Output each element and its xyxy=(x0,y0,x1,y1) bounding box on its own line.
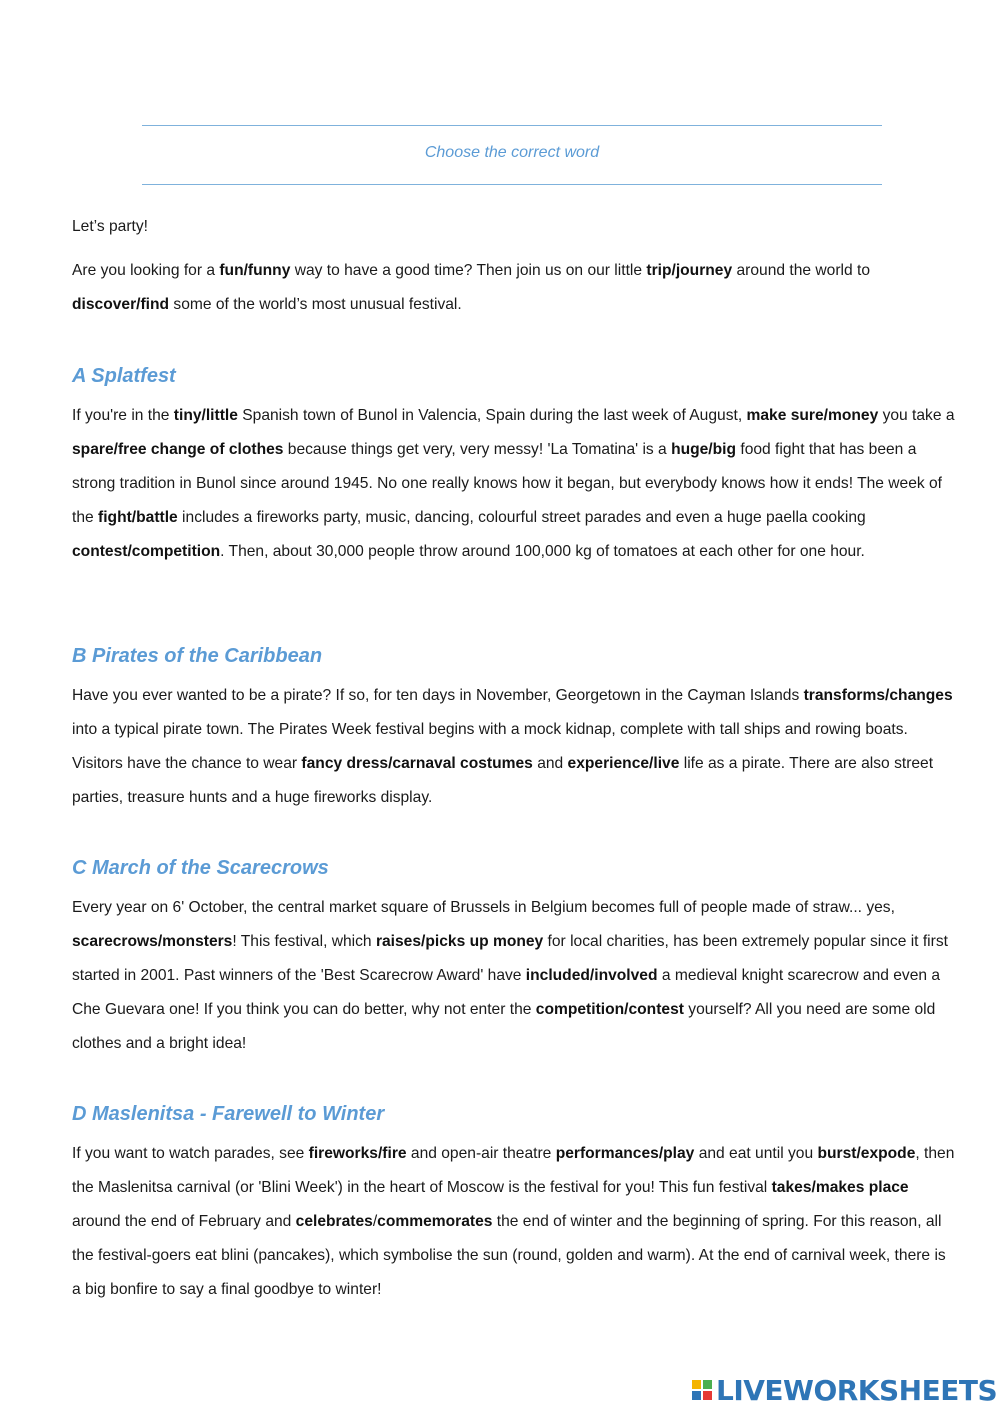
word-choice: discover/find xyxy=(72,296,170,313)
text-run: a medieval knight scarecrow and even a Che Guevara one! If you think you can do better, why not enter the xyxy=(72,967,941,1018)
instruction-text: Choose the correct word xyxy=(424,144,600,161)
section-text-b xyxy=(72,679,956,815)
text-run: into a typical pirate town. The Pirates Week festival begins with a mock kidnap, complete with tall ships and rowing boats. Visitors have the chance to wear xyxy=(72,721,908,772)
logo-square-1 xyxy=(692,1380,701,1389)
word-choice: scarecrows/monsters xyxy=(72,933,233,950)
word-choice: performances/play xyxy=(555,1145,695,1162)
top-divider xyxy=(142,125,882,126)
text-run: yourself? All you need are some old clothes and a bright idea! xyxy=(72,1001,936,1052)
intro-text xyxy=(72,254,956,322)
word-choice: burst/expode xyxy=(817,1145,916,1162)
text-run: If you're in the xyxy=(72,407,174,424)
text-run: some of the world’s most unusual festival. xyxy=(169,296,462,313)
text-run: life as a pirate. There are also street parties, treasure hunts and a huge fireworks display. xyxy=(72,755,934,806)
word-choice: huge/big xyxy=(671,441,737,458)
text-run: / xyxy=(372,1213,378,1230)
section-heading-a: A Splatfest xyxy=(72,365,176,387)
word-choice: commemorates xyxy=(377,1213,493,1230)
word-choice: contest/competition xyxy=(72,543,221,560)
text-run: and xyxy=(532,755,568,772)
text-run: Spanish town of Bunol in Valencia, Spain during the last week of August, xyxy=(237,407,747,424)
section-heading-b: B Pirates of the Caribbean xyxy=(72,645,323,667)
intro-paragraph xyxy=(72,254,956,322)
logo-mark-icon xyxy=(692,1380,712,1400)
text-run: , then the Maslenitsa carnival (or 'Blini Week') in the heart of Moscow is the festival for you! This fun festival xyxy=(72,1145,955,1196)
word-choice: fight/battle xyxy=(98,509,178,526)
text-run: the end of winter and the beginning of spring. For this reason, all the festival-goers eat blini (pancakes), which symbolise the sun (round, golden and warm). At the end of carnival week, there is a big bonfire to say a final goodbye to winter! xyxy=(72,1213,946,1298)
section-text-d xyxy=(72,1137,956,1307)
word-choice: takes/makes place xyxy=(771,1179,909,1196)
text-run: Have you ever wanted to be a pirate? If so, for ten days in November, Georgetown in the Cayman Islands xyxy=(72,687,804,704)
word-choice: included/involved xyxy=(525,967,658,984)
section-body-c xyxy=(72,891,956,1061)
word-choice: transforms/changes xyxy=(803,687,953,704)
text-run: includes a fireworks party, music, dancing, colourful street parades and even a huge paella cooking xyxy=(177,509,866,526)
word-choice: make sure/money xyxy=(746,407,879,424)
word-choice: fancy dress/carnaval costumes xyxy=(301,755,533,772)
text-run: Are you looking for a xyxy=(72,262,220,279)
title-text: Let’s party! xyxy=(72,218,148,235)
section-text-a xyxy=(72,399,956,569)
section-body-b xyxy=(72,679,956,815)
logo-square-2 xyxy=(703,1380,712,1389)
text-run: food fight that has been a strong tradition in Bunol since around 1945. No one really knows how it began, but everybody knows how it ends! The week of the xyxy=(72,441,943,526)
text-run: because things get very, very messy! 'La Tomatina' is a xyxy=(283,441,672,458)
text-run: and open-air theatre xyxy=(406,1145,556,1162)
text-run: way to have a good time? Then join us on our little xyxy=(290,262,647,279)
logo-square-3 xyxy=(692,1391,701,1400)
word-choice: spare/free change of clothes xyxy=(72,441,284,458)
text-run: and eat until you xyxy=(694,1145,818,1162)
logo-square-4 xyxy=(703,1391,712,1400)
section-body-a xyxy=(72,399,956,569)
text-run: you take a xyxy=(878,407,955,424)
word-choice: experience/live xyxy=(567,755,680,772)
text-run: ! This festival, which xyxy=(232,933,376,950)
text-run: around the end of February and xyxy=(72,1213,296,1230)
text-run: . Then, about 30,000 people throw around 100,000 kg of tomatoes at each other for one hour. xyxy=(220,543,865,560)
word-choice: raises/picks up money xyxy=(375,933,544,950)
section-heading-c: C March of the Scarecrows xyxy=(72,857,329,879)
section-text-c xyxy=(72,891,956,1061)
liveworksheets-logo xyxy=(692,1374,997,1406)
text-run: around the world to xyxy=(732,262,870,279)
word-choice: competition/contest xyxy=(535,1001,684,1018)
section-heading-d: D Maslenitsa - Farewell to Winter xyxy=(72,1103,385,1125)
word-choice: celebrates xyxy=(295,1213,373,1230)
word-choice: fun/funny xyxy=(219,262,291,279)
text-run: If you want to watch parades, see xyxy=(72,1145,309,1162)
word-choice: tiny/little xyxy=(173,407,238,424)
logo-text: LIVEWORKSHEETS xyxy=(716,1373,998,1407)
word-choice: trip/journey xyxy=(646,262,733,279)
text-run: for local charities, has been extremely popular since it first started in 2001. Past winners of the 'Best Scarecrow Award' have xyxy=(72,933,948,984)
document-title xyxy=(72,210,956,244)
text-run: Every year on 6' October, the central market square of Brussels in Belgium becomes full of people made of straw... yes, xyxy=(72,899,895,916)
section-body-d xyxy=(72,1137,956,1307)
word-choice: fireworks/fire xyxy=(308,1145,407,1162)
bottom-divider xyxy=(142,184,882,185)
